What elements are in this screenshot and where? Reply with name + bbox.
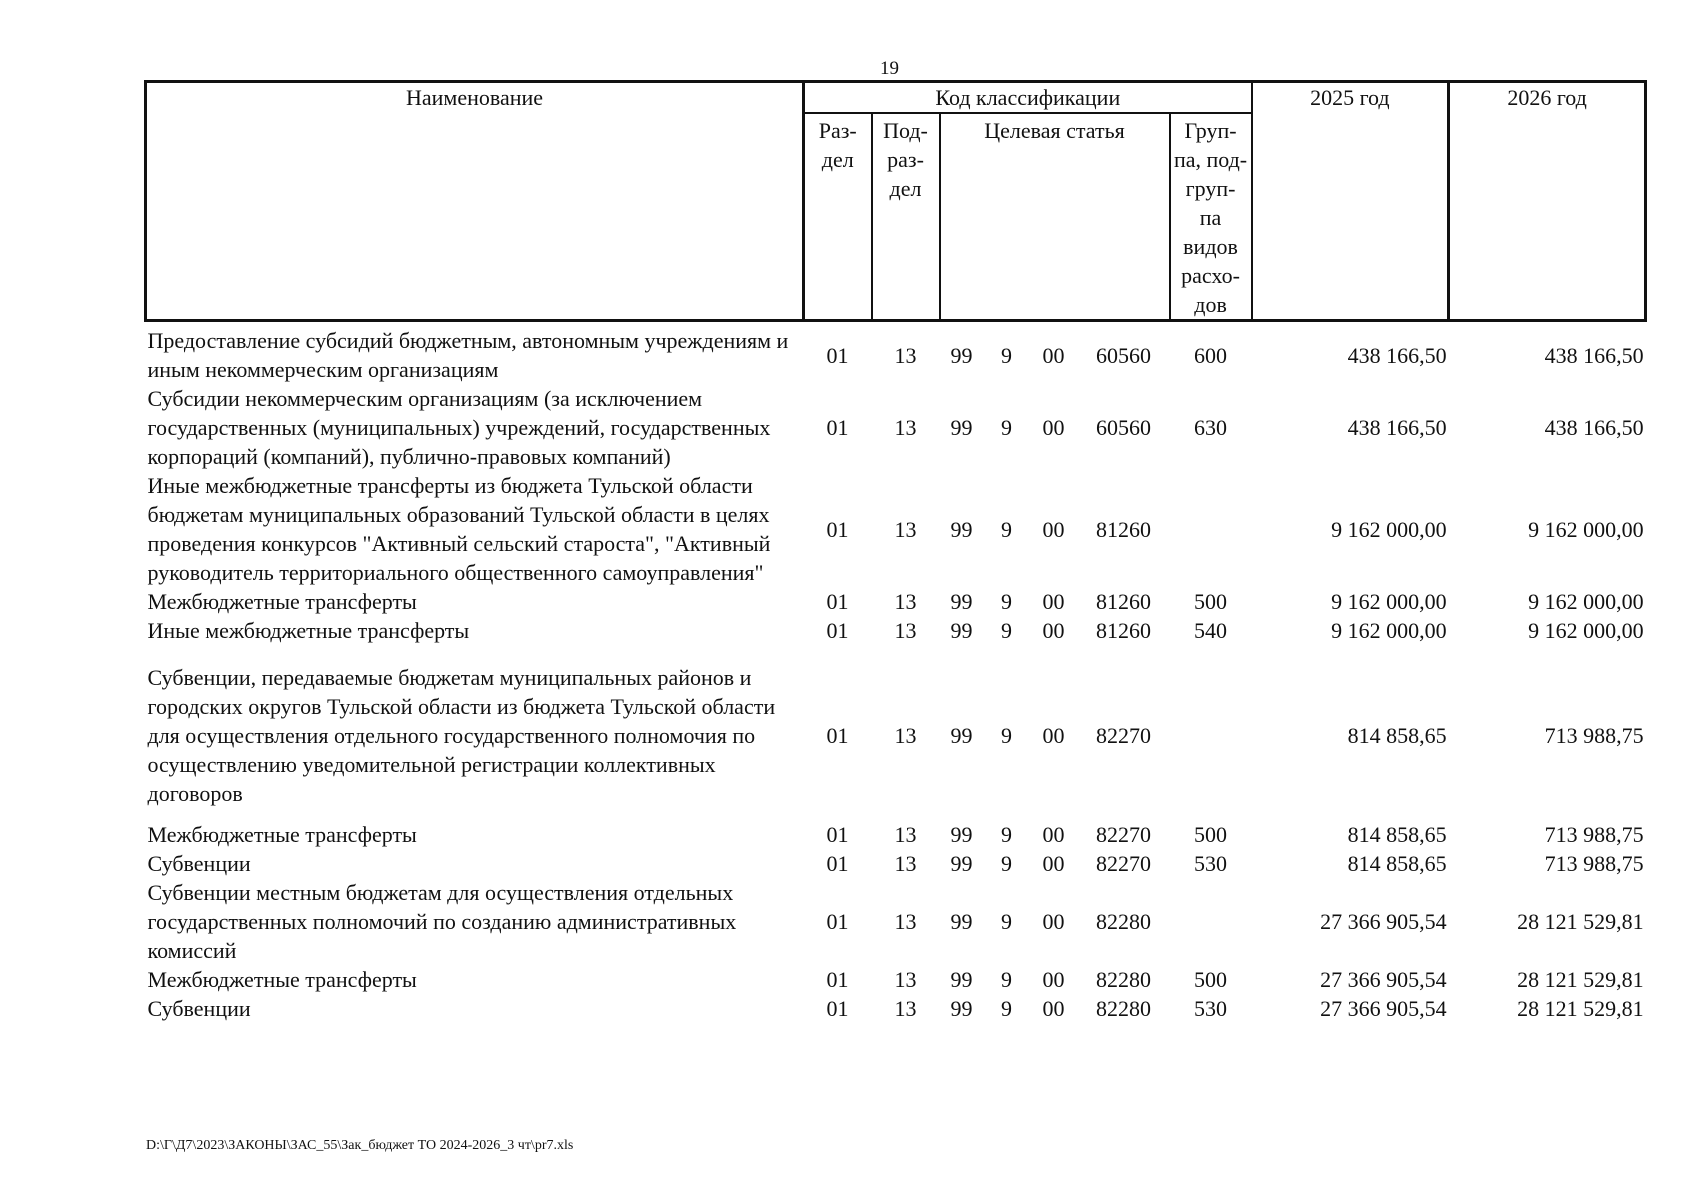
row-target-article-subprogram: 9 xyxy=(1001,415,1012,440)
row-target-article-direction: 82270 xyxy=(1096,822,1151,847)
table-row xyxy=(146,587,1646,616)
row-amount-2026: 713 988,75 xyxy=(1544,822,1644,847)
row-target-article-subprogram: 9 xyxy=(1001,342,1012,368)
row-expense-group: 530 xyxy=(1194,996,1228,1021)
table-row xyxy=(146,878,1646,965)
row-target-article-subprogram: 9 xyxy=(1001,618,1012,643)
row-expense-group xyxy=(1170,645,1252,820)
row-name: Межбюджетные трансферты xyxy=(147,967,417,992)
row-amount-2025: 438 166,50 xyxy=(1347,342,1447,368)
row-name: Межбюджетные трансферты xyxy=(147,589,417,614)
row-razdel: 01 xyxy=(826,967,849,992)
row-name: Субсидии некоммерческим организациям (за исключением государственных (муниципальных) учреждений, государственных корпораций (компаний), публично-правовых компаний) xyxy=(147,386,771,469)
row-target-article-subprogram: 9 xyxy=(1001,516,1012,542)
row-target-article-program: 99 xyxy=(950,723,973,748)
row-target-article-subprogram: 9 xyxy=(1001,851,1012,876)
row-target-article-program: 99 xyxy=(950,618,973,643)
row-target-article-element: 00 xyxy=(1042,516,1065,542)
row-amount-2025: 814 858,65 xyxy=(1347,723,1447,748)
row-target-article-direction: 60560 xyxy=(1096,415,1151,440)
row-target-article-program: 99 xyxy=(950,822,973,847)
row-amount-2025: 814 858,65 xyxy=(1347,851,1447,876)
row-amount-2026: 438 166,50 xyxy=(1544,342,1644,368)
row-name: Субвенции, передаваемые бюджетам муниципальных районов и городских округов Тульской области из бюджета Тульской области для осуществления отдельного государственного полномочия по осуществлению уведомительной регистрации коллективных договоров xyxy=(147,665,776,806)
row-amount-2026: 28 121 529,81 xyxy=(1517,909,1644,934)
row-target-article-program: 99 xyxy=(950,589,973,614)
row-expense-group: 600 xyxy=(1194,342,1228,368)
table-body xyxy=(146,321,1646,1024)
row-podrazdel: 13 xyxy=(894,909,917,934)
row-podrazdel: 13 xyxy=(894,618,917,643)
row-razdel: 01 xyxy=(826,996,849,1021)
row-target-article-subprogram: 9 xyxy=(1001,909,1012,934)
row-razdel: 01 xyxy=(826,822,849,847)
row-target-article-subprogram: 9 xyxy=(1001,967,1012,992)
row-expense-group xyxy=(1170,878,1252,965)
row-amount-2025: 9 162 000,00 xyxy=(1331,618,1447,643)
row-name: Межбюджетные трансферты xyxy=(147,822,417,847)
row-podrazdel: 13 xyxy=(894,851,917,876)
row-expense-group: 500 xyxy=(1194,822,1228,847)
table-row xyxy=(146,321,1646,385)
row-expense-group: 530 xyxy=(1194,851,1228,876)
row-podrazdel: 13 xyxy=(894,342,917,368)
row-target-article-element: 00 xyxy=(1042,967,1065,992)
row-name: Субвенции местным бюджетам для осуществления отдельных государственных полномочий по созданию административных комиссий xyxy=(147,880,737,963)
table-row xyxy=(146,820,1646,849)
row-target-article-direction: 82270 xyxy=(1096,851,1151,876)
row-amount-2025: 27 366 905,54 xyxy=(1320,996,1447,1021)
row-expense-group: 500 xyxy=(1194,967,1228,992)
row-amount-2025: 27 366 905,54 xyxy=(1320,967,1447,992)
row-target-article-element: 00 xyxy=(1042,589,1065,614)
table-row xyxy=(146,471,1646,587)
row-amount-2026: 9 162 000,00 xyxy=(1528,589,1644,614)
row-razdel: 01 xyxy=(826,342,849,368)
header-target-article: Целевая статья xyxy=(940,113,1170,321)
row-razdel: 01 xyxy=(826,589,849,614)
page-number: 19 xyxy=(880,58,899,79)
header-classification-code: Код классификации xyxy=(804,82,1252,114)
row-expense-group: 540 xyxy=(1194,618,1228,643)
row-name: Субвенции xyxy=(147,996,251,1021)
row-target-article-program: 99 xyxy=(950,967,973,992)
row-target-article-subprogram: 9 xyxy=(1001,822,1012,847)
row-expense-group: 500 xyxy=(1194,589,1228,614)
row-podrazdel: 13 xyxy=(894,589,917,614)
row-name: Предоставление субсидий бюджетным, автономным учреждениям и иным некоммерческим организациям xyxy=(147,328,789,382)
table-row xyxy=(146,616,1646,645)
row-podrazdel: 13 xyxy=(894,516,917,542)
row-razdel: 01 xyxy=(826,415,849,440)
row-amount-2026: 438 166,50 xyxy=(1544,415,1644,440)
row-amount-2025: 9 162 000,00 xyxy=(1331,589,1447,614)
table-row xyxy=(146,849,1646,878)
row-target-article-direction: 81260 xyxy=(1096,618,1151,643)
row-target-article-direction: 82280 xyxy=(1096,909,1151,934)
header-expense-group: Груп- па, под- груп- па видов расхо- дов xyxy=(1170,113,1252,321)
row-podrazdel: 13 xyxy=(894,723,917,748)
table-row xyxy=(146,384,1646,471)
row-target-article-subprogram: 9 xyxy=(1001,723,1012,748)
row-target-article-element: 00 xyxy=(1042,851,1065,876)
row-podrazdel: 13 xyxy=(894,415,917,440)
budget-table-container xyxy=(144,80,1644,1023)
row-expense-group: 630 xyxy=(1194,415,1228,440)
row-amount-2026: 9 162 000,00 xyxy=(1528,516,1644,542)
row-podrazdel: 13 xyxy=(894,822,917,847)
row-target-article-element: 00 xyxy=(1042,909,1065,934)
footer-file-path: D:\Г\Д7\2023\ЗАКОНЫ\ЗАС_55\Зак_бюджет ТО 2024-2026_3 чт\pr7.xls xyxy=(146,1138,574,1153)
row-target-article-direction: 60560 xyxy=(1096,342,1151,368)
row-amount-2026: 713 988,75 xyxy=(1544,851,1644,876)
row-target-article-element: 00 xyxy=(1042,342,1065,368)
row-target-article-direction: 82280 xyxy=(1096,996,1151,1021)
row-name: Субвенции xyxy=(147,851,251,876)
row-target-article-element: 00 xyxy=(1042,723,1065,748)
row-podrazdel: 13 xyxy=(894,996,917,1021)
table-row xyxy=(146,645,1646,820)
row-target-article-direction: 82280 xyxy=(1096,967,1151,992)
row-target-article-element: 00 xyxy=(1042,822,1065,847)
row-amount-2026: 9 162 000,00 xyxy=(1528,618,1644,643)
row-amount-2025: 9 162 000,00 xyxy=(1331,516,1447,542)
row-target-article-element: 00 xyxy=(1042,415,1065,440)
row-target-article-subprogram: 9 xyxy=(1001,996,1012,1021)
row-target-article-element: 00 xyxy=(1042,996,1065,1021)
table-row xyxy=(146,965,1646,994)
table-row xyxy=(146,994,1646,1023)
row-amount-2026: 713 988,75 xyxy=(1544,723,1644,748)
row-target-article-program: 99 xyxy=(950,415,973,440)
row-name: Иные межбюджетные трансферты xyxy=(147,618,470,643)
row-target-article-subprogram: 9 xyxy=(1001,589,1012,614)
row-razdel: 01 xyxy=(826,618,849,643)
row-amount-2025: 814 858,65 xyxy=(1347,822,1447,847)
row-expense-group xyxy=(1170,471,1252,587)
row-amount-2025: 438 166,50 xyxy=(1347,415,1447,440)
header-podrazdel: Под- раз- дел xyxy=(872,113,940,321)
row-target-article-program: 99 xyxy=(950,909,973,934)
row-target-article-program: 99 xyxy=(950,342,973,368)
row-name: Иные межбюджетные трансферты из бюджета Тульской области бюджетам муниципальных образований Тульской области в целях проведения конкурсов "Активный сельский староста", "Активный руководитель территориального общественного самоуправления" xyxy=(147,473,771,585)
row-target-article-direction: 81260 xyxy=(1096,516,1151,542)
budget-table xyxy=(144,80,1647,1023)
row-target-article-program: 99 xyxy=(950,516,973,542)
row-razdel: 01 xyxy=(826,851,849,876)
row-amount-2026: 28 121 529,81 xyxy=(1517,996,1644,1021)
row-target-article-program: 99 xyxy=(950,851,973,876)
row-razdel: 01 xyxy=(826,909,849,934)
row-target-article-program: 99 xyxy=(950,996,973,1021)
header-name: Наименование xyxy=(146,82,804,321)
header-year-2026: 2026 год xyxy=(1449,82,1646,321)
row-amount-2026: 28 121 529,81 xyxy=(1517,967,1644,992)
row-podrazdel: 13 xyxy=(894,967,917,992)
header-razdel: Раз- дел xyxy=(804,113,872,321)
row-target-article-direction: 82270 xyxy=(1096,723,1151,748)
row-razdel: 01 xyxy=(826,516,849,542)
row-razdel: 01 xyxy=(826,723,849,748)
row-target-article-element: 00 xyxy=(1042,618,1065,643)
table-header xyxy=(146,82,1646,321)
row-target-article-direction: 81260 xyxy=(1096,589,1151,614)
header-year-2025: 2025 год xyxy=(1252,82,1449,321)
row-amount-2025: 27 366 905,54 xyxy=(1320,909,1447,934)
